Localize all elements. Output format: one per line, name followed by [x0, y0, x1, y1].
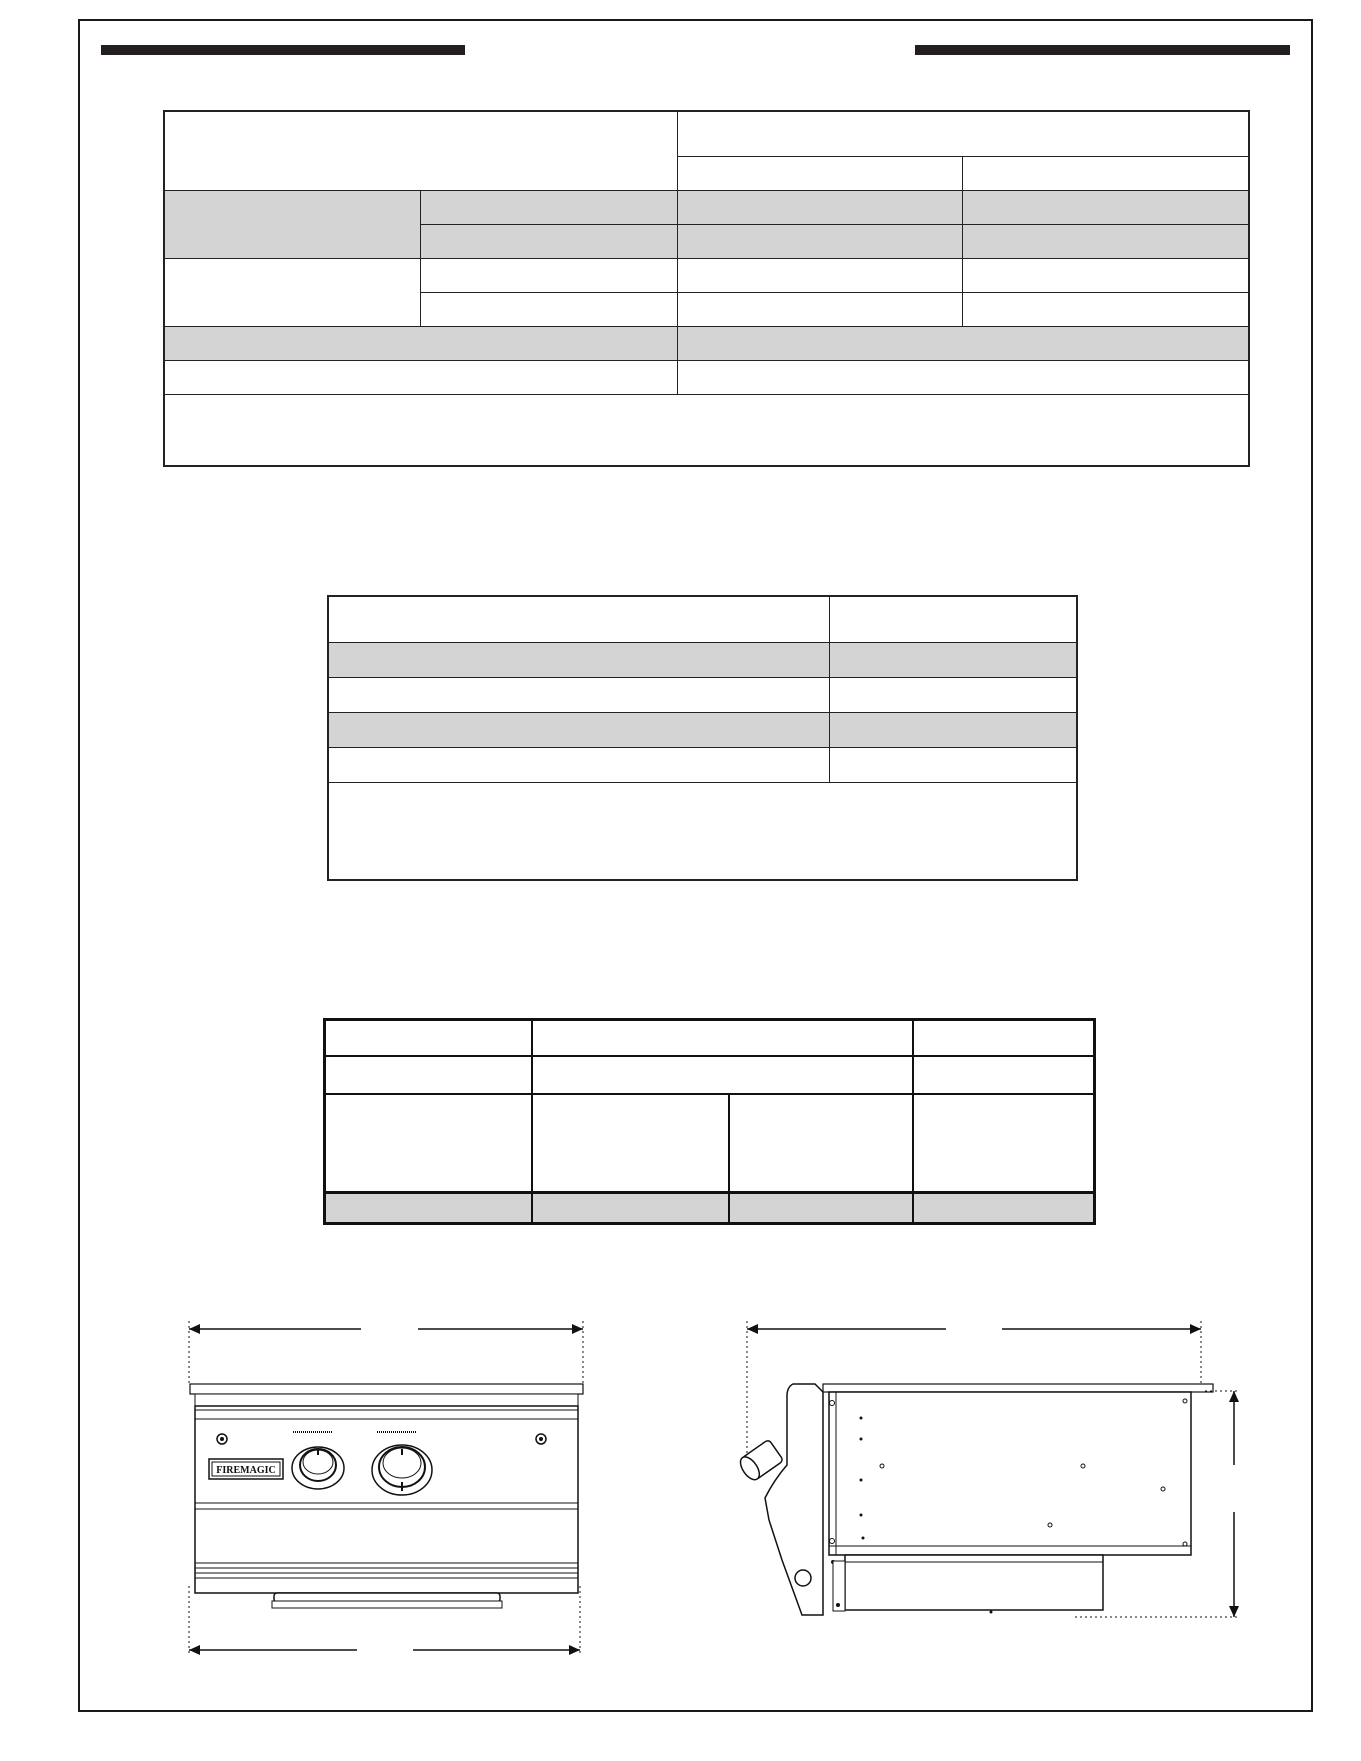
cutout-cell — [730, 1191, 914, 1222]
clearance-row — [329, 677, 829, 712]
spec-header-left — [165, 112, 677, 190]
clearance-notes — [329, 782, 1076, 879]
spec-row-group-1 — [165, 190, 420, 258]
cutout-table — [323, 1018, 1096, 1225]
clearance-cell — [829, 642, 1076, 677]
cutout-header-2 — [533, 1021, 914, 1055]
clearance-cell — [829, 677, 1076, 712]
cutout-cell — [914, 1093, 1093, 1191]
spec-cell — [677, 190, 962, 224]
specifications-table — [163, 110, 1250, 467]
side-view-drawing — [735, 1315, 1250, 1625]
cutout-header-3 — [914, 1021, 1093, 1055]
spec-row-group-2 — [165, 258, 420, 326]
spec-subheader-1 — [677, 156, 962, 190]
clearance-cell — [829, 712, 1076, 747]
spec-notes — [165, 394, 1248, 465]
spec-cell — [677, 224, 962, 258]
spec-cell — [677, 326, 1248, 360]
header-rule-right — [915, 45, 1290, 55]
cutout-row — [326, 1191, 533, 1222]
spec-row — [420, 224, 677, 258]
spec-cell — [677, 258, 962, 292]
firemagic-logo — [209, 1459, 283, 1479]
clearance-row — [329, 712, 829, 747]
cutout-row — [326, 1093, 533, 1191]
spec-row — [165, 360, 677, 394]
spec-header-right — [677, 112, 1248, 156]
cutout-cell — [914, 1055, 1093, 1093]
cutout-cell — [914, 1191, 1093, 1222]
cutout-header-1 — [326, 1021, 533, 1055]
spec-row — [165, 326, 677, 360]
clearance-header-left — [329, 597, 829, 642]
spec-row — [420, 190, 677, 224]
clearance-header-right — [829, 597, 1076, 642]
spec-cell — [677, 292, 962, 326]
cutout-cell — [533, 1191, 730, 1222]
clearance-row — [329, 642, 829, 677]
spec-row — [420, 258, 677, 292]
spec-cell — [962, 292, 1248, 326]
clearances-table — [327, 595, 1078, 881]
cutout-row — [326, 1055, 533, 1093]
spec-cell — [962, 224, 1248, 258]
clearance-cell — [829, 747, 1076, 782]
header-rule-left — [101, 45, 465, 55]
logo-text: FIREMAGIC — [216, 1465, 276, 1476]
front-view-drawing — [180, 1315, 600, 1670]
cutout-cell — [533, 1093, 730, 1191]
spec-cell — [962, 258, 1248, 292]
spec-cell — [677, 360, 1248, 394]
spec-cell — [962, 190, 1248, 224]
cutout-cell — [533, 1055, 914, 1093]
cutout-cell — [730, 1093, 914, 1191]
clearance-row — [329, 747, 829, 782]
spec-row — [420, 292, 677, 326]
spec-subheader-2 — [962, 156, 1248, 190]
